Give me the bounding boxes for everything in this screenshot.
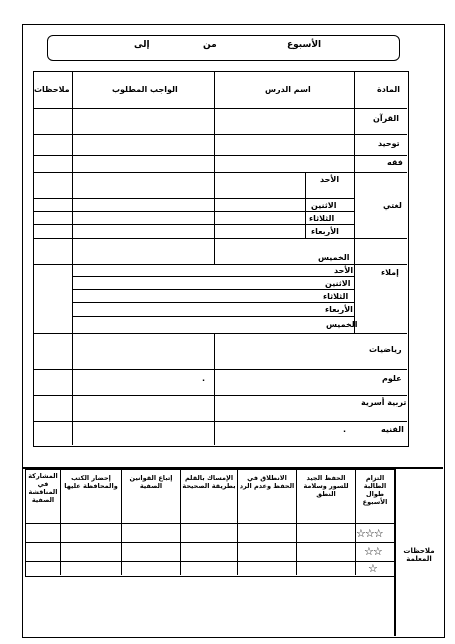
dot-marker: . <box>202 374 206 383</box>
arabic-day-monday: الاثنين <box>311 201 337 210</box>
week-label: الأسبوع <box>287 40 322 50</box>
subject-tawheed: توحيد <box>378 139 400 148</box>
arabic-day-tuesday: الثلاثاء <box>309 214 335 223</box>
arabic-day-sunday: الأحد <box>320 175 340 184</box>
subject-quran: القرآن <box>373 114 400 123</box>
criteria-participation: المشاركة في المناقشة الصفية <box>28 472 58 504</box>
subject-fiqh: فقه <box>387 158 403 167</box>
teacher-notes-label: ملاحظات المعلمة <box>403 547 435 563</box>
criteria-fluency: الانطلاق في الحفظ وعدم الرد <box>239 474 295 490</box>
criteria-class-rules: إتباع القوانين الصفية <box>129 474 173 490</box>
subject-dictation: إملاء <box>381 268 399 277</box>
plan-table-border <box>33 71 409 447</box>
dictation-day-monday: الاثنين <box>325 279 351 288</box>
dictation-day-wednesday: الأربعاء <box>325 305 353 314</box>
dictation-day-tuesday: الثلاثاء <box>323 292 349 301</box>
col-header-homework: الواجب المطلوب <box>112 85 178 94</box>
arabic-day-wednesday: الأربعاء <box>311 227 339 236</box>
col-header-notes: ملاحظات <box>34 85 70 94</box>
week-header-box <box>47 35 400 61</box>
subject-arabic: لغتي <box>383 201 402 210</box>
from-label: من <box>203 40 217 50</box>
dot-marker: . <box>343 425 347 434</box>
criteria-books: إحضار الكتب والمحافظة عليها <box>64 474 118 490</box>
arabic-day-thursday: الخميس <box>318 253 350 262</box>
col-header-lesson: اسم الدرس <box>265 85 311 94</box>
criteria-weekly-commitment: التزام الطالبة طوال الأسبوع <box>362 474 388 506</box>
rating-two-stars: ☆☆ <box>364 545 382 558</box>
subject-math: رياضيات <box>369 345 402 354</box>
criteria-memorization: الحفظ الجيد للسور وسلامة النطق <box>303 474 349 498</box>
col-header-subject: المادة <box>377 85 400 94</box>
subject-science: علوم <box>382 374 402 383</box>
rating-one-star: ☆ <box>368 562 377 575</box>
subject-art: الفنيه <box>381 425 404 434</box>
dictation-day-thursday: الخميس <box>326 320 358 329</box>
rating-three-stars: ☆☆☆ <box>356 527 383 540</box>
subject-family-education: تربية أسرية <box>361 398 407 407</box>
dictation-day-sunday: الأحد <box>334 266 354 275</box>
to-label: إلى <box>134 40 150 50</box>
criteria-pen-holding: الإمساك بالقلم بطريقة الصحيحة <box>182 474 236 490</box>
